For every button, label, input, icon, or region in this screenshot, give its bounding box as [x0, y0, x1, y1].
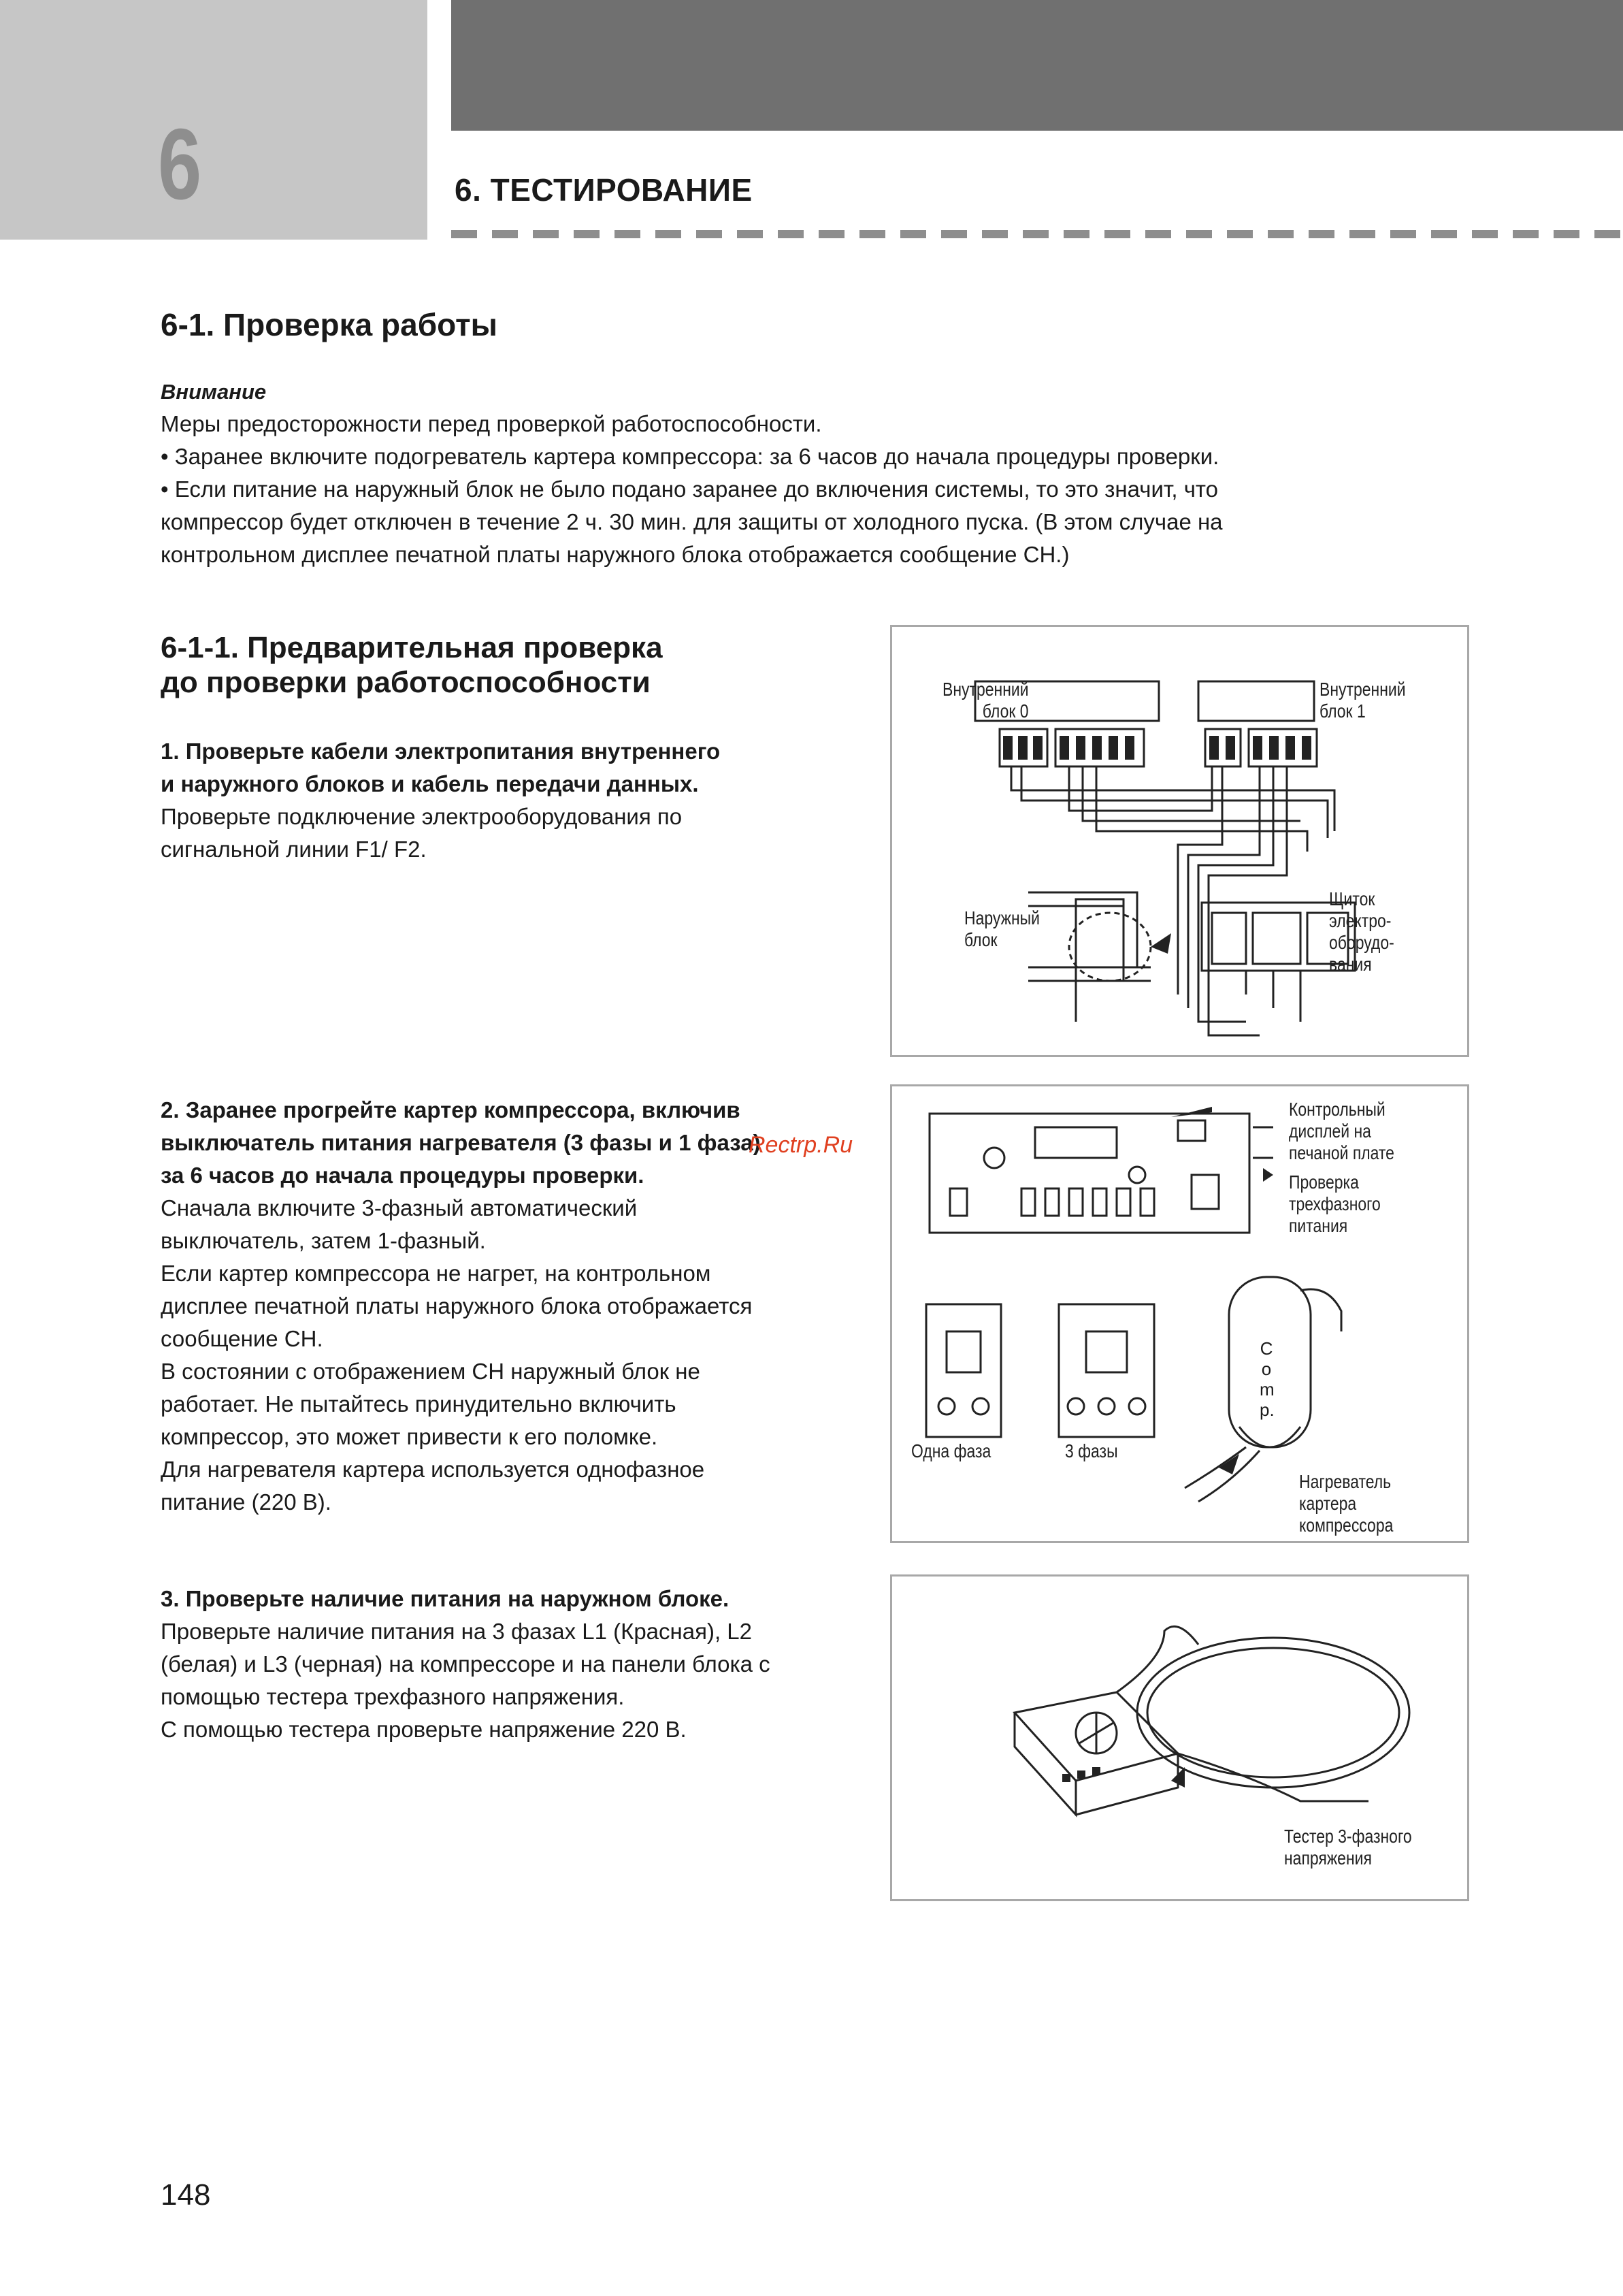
step-2-body-line: В состоянии с отображением CH наружный блок не [161, 1359, 700, 1384]
step-2-body-line: компрессор, это может привести к его поломке. [161, 1424, 658, 1449]
warning-text [161, 408, 1223, 571]
indoor-unit-1-box [1198, 681, 1314, 721]
chapter-number: 6 [158, 108, 202, 221]
watermark: Rectrp.Ru [749, 1132, 853, 1158]
step-2-body-line: питание (220 В). [161, 1489, 331, 1515]
step-3-body-line: Проверьте наличие питания на 3 фазах L1 (Красная), L2 [161, 1619, 753, 1644]
step-2-heading-line: 2. Заранее прогрейте картер компрессора, включив [161, 1097, 740, 1122]
warning-line: • Если питание на наружный блок не было подано заранее до включения системы, то это значит, что [161, 476, 1218, 502]
breaker-1-phase [926, 1304, 1001, 1437]
step-2-body-line: Для нагревателя картера используется однофазное [161, 1457, 705, 1482]
control-display [1178, 1120, 1205, 1141]
tester-figure [890, 1574, 1469, 1901]
step-2-body-line: дисплее печатной платы наружного блока отображается [161, 1293, 753, 1319]
pcb-board [930, 1114, 1249, 1233]
step-1-body-line: сигнальной линии F1/ F2. [161, 837, 427, 862]
three-phase-check-label: Проверка трехфазного питания [1289, 1171, 1381, 1236]
header-bar [451, 0, 1623, 131]
page-number: 148 [161, 2178, 211, 2212]
step-2-body-line: сообщение CH. [161, 1326, 323, 1351]
step-2-body-line: выключатель, затем 1-фазный. [161, 1228, 486, 1253]
section-title: 6-1. Проверка работы [161, 307, 497, 342]
chapter-tab [0, 0, 427, 240]
step-1-heading-line: 1. Проверьте кабели электропитания внутреннего [161, 739, 721, 764]
step-2-body-line: Сначала включите 3-фазный автоматический [161, 1195, 638, 1220]
step-3-heading-line: 3. Проверьте наличие питания на наружном блоке. [161, 1586, 729, 1611]
subsection-title-line: до проверки работоспособности [161, 666, 651, 699]
three-phase-label: 3 фазы [1065, 1440, 1118, 1461]
indoor-unit-1-label: Внутренний блок 1 [1319, 679, 1406, 722]
chapter-title: 6. ТЕСТИРОВАНИЕ [455, 172, 753, 208]
voltage-tester-label: Тестер 3-фазного напряжения [1284, 1826, 1412, 1869]
heater-figure [890, 1084, 1469, 1543]
warning-line: Меры предосторожности перед проверкой работоспособности. [161, 411, 822, 436]
step-3 [161, 1583, 875, 1746]
subsection-title [161, 630, 663, 700]
step-2-body-line: Если картер компрессора не нагрет, на контрольном [161, 1261, 711, 1286]
compressor-label: Comp. [1260, 1338, 1275, 1420]
step-3-body-line: (белая) и L3 (черная) на компрессоре и на панели блока с [161, 1651, 770, 1677]
wiring-figure [890, 625, 1469, 1057]
step-3-body-line: С помощью тестера проверьте напряжение 220 В. [161, 1717, 687, 1742]
step-1-heading-line: и наружного блоков и кабель передачи данных. [161, 771, 699, 796]
step-1 [161, 735, 875, 866]
one-phase-label: Одна фаза [911, 1440, 991, 1461]
warning-line: • Заранее включите подогреватель картера компрессора: за 6 часов до начала процедуры проверки. [161, 444, 1219, 469]
subsection-title-line: 6-1-1. Предварительная проверка [161, 631, 663, 664]
step-3-body-line: помощью тестера трехфазного напряжения. [161, 1684, 625, 1709]
step-1-body-line: Проверьте подключение электрооборудования по [161, 804, 683, 829]
crankcase-heater-label: Нагреватель картера компрессора [1299, 1471, 1394, 1536]
step-2-heading-line: за 6 часов до начала процедуры проверки. [161, 1163, 644, 1188]
warning-label: Внимание [161, 380, 267, 404]
electrical-panel-label: Щиток электро- оборудо- вания [1329, 888, 1394, 975]
outdoor-unit-label: Наружный блок [964, 907, 1040, 950]
warning-line: компрессор будет отключен в течение 2 ч. 30 мин. для защиты от холодного пуска. (В этом случае на [161, 509, 1223, 534]
breaker-3-phase [1059, 1304, 1154, 1437]
dashed-divider [451, 230, 1623, 238]
step-2-body-line: работает. Не пытайтесь принудительно включить [161, 1391, 676, 1417]
warning-line: контрольном дисплее печатной платы наружного блока отображается сообщение CH.) [161, 542, 1070, 567]
pcb-display-label: Контрольный дисплей на печаной плате [1289, 1099, 1394, 1163]
indoor-unit-0-label: Внутренний блок 0 [942, 679, 1029, 722]
step-2-heading-line: выключатель питания нагревателя (3 фазы и 1 фаза) [161, 1130, 761, 1155]
